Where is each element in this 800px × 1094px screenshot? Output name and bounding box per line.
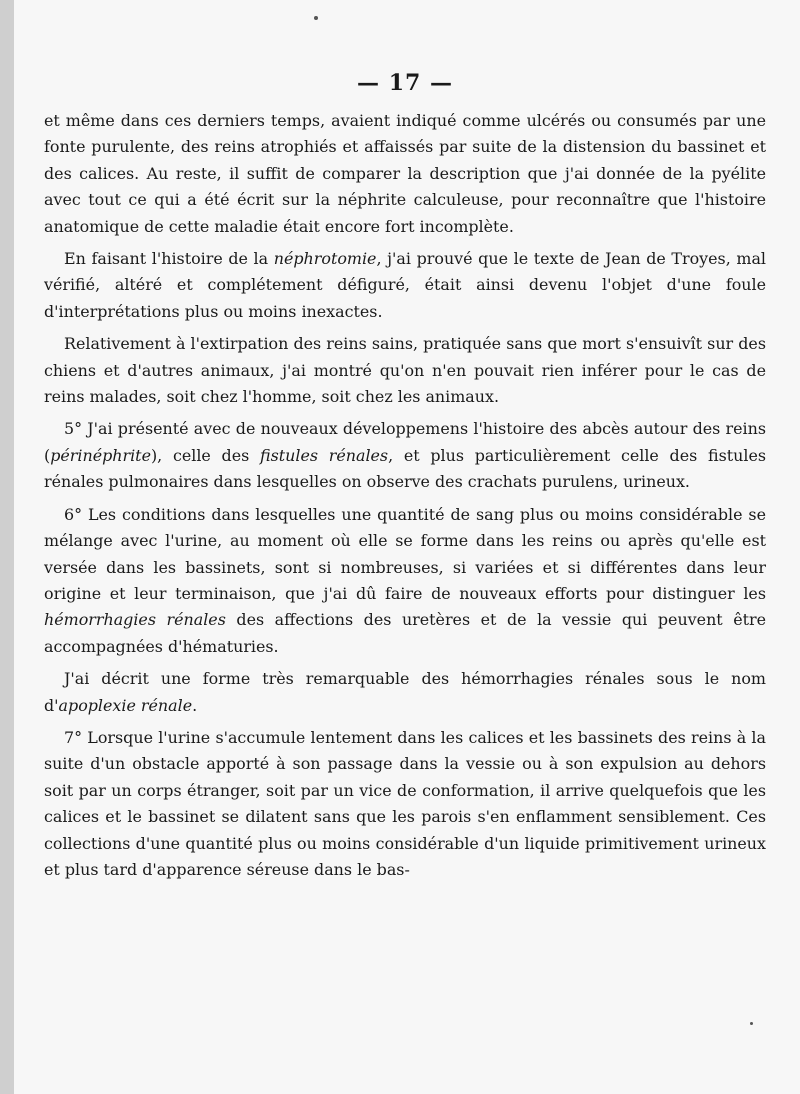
text-run: Relativement à l'extirpation des reins sains, pratiquée sans que mort s'ensuivît sur des chiens et d'autres animaux, j'ai montré qu'on n'en pouvait rien inférer pour le cas de reins malades, soit chez l'homme, soit chez les animaux.	[44, 334, 766, 407]
italic-term: néphrotomie	[273, 249, 377, 269]
paragraph-5	[44, 502, 766, 660]
paragraph-1	[44, 108, 766, 240]
ink-speck-bottom	[750, 1022, 753, 1025]
text-run: et même dans ces derniers temps, avaient indiqué comme ulcérés ou consumés par une fonte purulente, des reins atrophiés et affaissés par suite de la distension du bassinet et des calices. Au reste, il suffit de comparer la description que j'ai donnée de la pyélite avec tout ce qui a été écrit sur la néphrite calculeuse, pour reconnaître que l'histoire anatomique de cette maladie était encore fort incomplète.	[44, 111, 766, 236]
text-run: J'ai décrit une forme très remarquable des hémorrhagies rénales sous le nom d'	[44, 669, 766, 715]
text-run: , j'ai prouvé que le texte de Jean de Troyes, mal vérifié, altéré et complétement défiguré, était ainsi devenu l'objet d'une foule d'interprétations plus ou moins inexactes.	[44, 249, 766, 321]
text-run: 6° Les conditions dans lesquelles une quantité de sang plus ou moins considérable se mélange avec l'urine, au moment où elle se forme dans les reins ou après qu'elle est versée dans les bassinets, sont si nombreuses, si variées et si différentes dans leur origine et leur terminaison, que j'ai dû faire de nouveaux efforts pour distinguer les	[44, 504, 766, 603]
italic-term: fistules rénales	[260, 445, 389, 465]
text-run: , et plus particulièrement celle des fistules rénales pulmonaires dans lesquelles on observe des crachats purulens, urineux.	[44, 445, 767, 492]
paragraph-7	[44, 725, 766, 883]
ink-speck-top	[314, 16, 318, 20]
page-number: — 17 —	[357, 70, 453, 96]
italic-term: apoplexie rénale	[58, 695, 193, 715]
body-text	[44, 108, 766, 883]
text-run: En faisant l'histoire de la	[64, 249, 274, 269]
text-run: 5° J'ai présenté avec de nouveaux développemens l'histoire des abcès autour des reins (	[44, 419, 766, 465]
text-run: des affections des uretères et de la vessie qui peuvent être accompagnées d'hématuries.	[44, 610, 767, 656]
italic-term: périnéphrite	[50, 445, 151, 465]
text-run: ), celle des	[150, 445, 260, 465]
paragraph-2	[44, 246, 766, 325]
paragraph-4	[44, 416, 766, 495]
italic-term: hémorrhagies rénales	[44, 610, 226, 630]
paragraph-6	[44, 666, 766, 719]
text-run: .	[192, 695, 198, 715]
text-run: 7° Lorsque l'urine s'accumule lentement dans les calices et les bassinets des reins à la suite d'un obstacle apporté à son passage dans la vessie ou à son expulsion au dehors soit par un corps étranger, soit par un vice de conformation, il arrive quelquefois que les calices et le bassinet se dilatent sans que les parois s'en enflamment sensiblement. Ces collections d'une quantité plus ou moins considérable d'un liquide primitivement urineux et plus tard d'apparence séreuse dans le bas-	[44, 727, 766, 879]
paragraph-3	[44, 331, 766, 410]
